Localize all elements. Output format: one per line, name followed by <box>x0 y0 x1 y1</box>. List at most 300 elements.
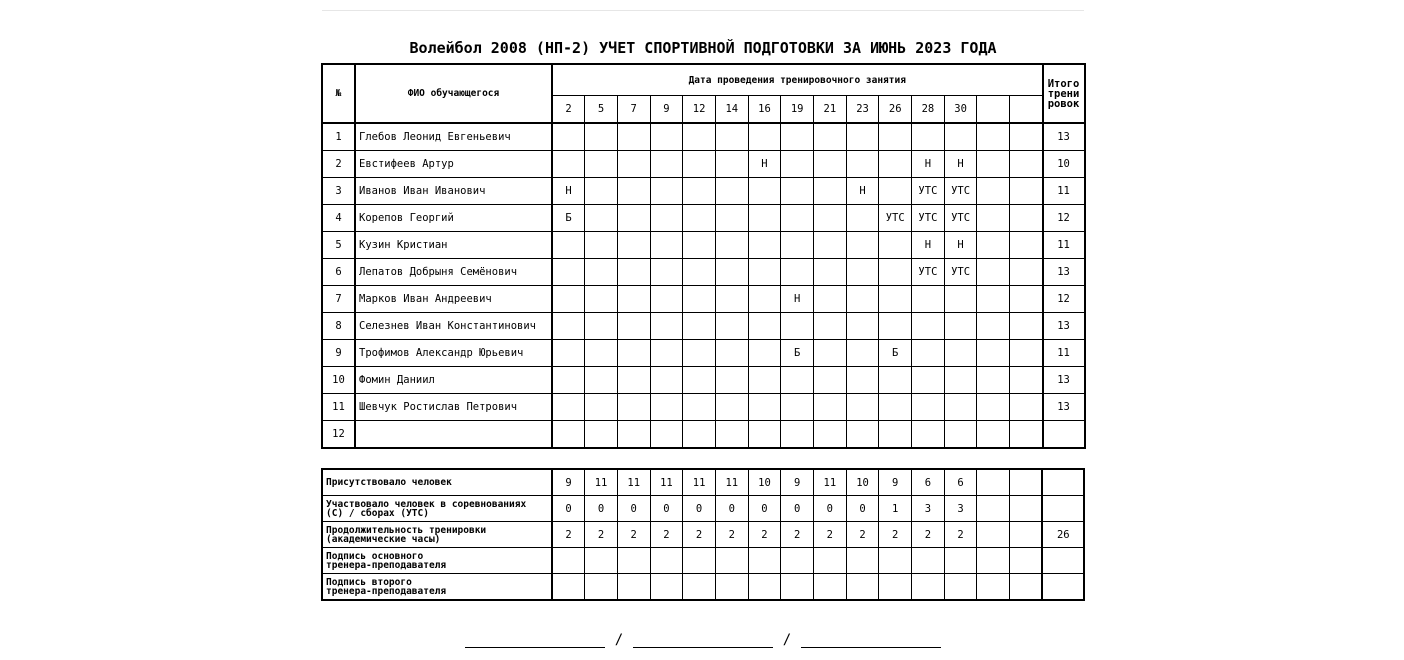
student-name: Фомин Даниил <box>355 367 552 394</box>
summary-value <box>683 548 716 574</box>
attendance-mark: Н <box>781 286 814 313</box>
summary-label-line: (академические часы) <box>326 533 441 545</box>
attendance-mark <box>1010 151 1043 178</box>
summary-value <box>585 548 618 574</box>
summary-table <box>321 468 1085 601</box>
attendance-mark <box>1010 123 1043 151</box>
attendance-mark <box>650 123 683 151</box>
attendance-mark <box>879 178 912 205</box>
attendance-mark <box>683 259 716 286</box>
attendance-mark <box>715 313 748 340</box>
summary-value <box>944 574 977 601</box>
student-name <box>355 421 552 449</box>
attendance-mark <box>1010 394 1043 421</box>
attendance-mark <box>1010 178 1043 205</box>
summary-value <box>977 522 1010 548</box>
attendance-mark <box>715 421 748 449</box>
attendance-mark <box>814 123 847 151</box>
attendance-mark <box>846 205 879 232</box>
attendance-mark <box>617 394 650 421</box>
student-name: Иванов Иван Иванович <box>355 178 552 205</box>
attendance-mark <box>585 286 618 313</box>
summary-value: 2 <box>944 522 977 548</box>
attendance-mark <box>617 340 650 367</box>
attendance-mark <box>748 340 781 367</box>
summary-value: 2 <box>781 522 814 548</box>
summary-value: 0 <box>552 496 585 522</box>
summary-label <box>322 522 552 548</box>
date-cell: 23 <box>846 96 879 124</box>
date-cell: 26 <box>879 96 912 124</box>
header-total-line: трени <box>1047 87 1080 100</box>
attendance-mark <box>650 232 683 259</box>
summary-label-line: (С) / сборах (УТС) <box>326 507 429 519</box>
student-row <box>322 205 1085 232</box>
attendance-mark <box>748 313 781 340</box>
summary-value: 6 <box>944 469 977 496</box>
date-cell: 9 <box>650 96 683 124</box>
attendance-mark <box>715 340 748 367</box>
attendance-mark <box>977 313 1010 340</box>
attendance-mark <box>552 421 585 449</box>
summary-value <box>1010 522 1043 548</box>
attendance-mark <box>683 178 716 205</box>
date-cell: 14 <box>715 96 748 124</box>
attendance-mark <box>781 123 814 151</box>
summary-value <box>781 548 814 574</box>
attendance-mark <box>977 367 1010 394</box>
attendance-mark <box>781 313 814 340</box>
attendance-mark <box>715 232 748 259</box>
summary-value: 2 <box>846 522 879 548</box>
summary-value <box>814 548 847 574</box>
student-row <box>322 232 1085 259</box>
attendance-mark <box>879 232 912 259</box>
attendance-mark: Н <box>912 232 945 259</box>
summary-value: 2 <box>748 522 781 548</box>
attendance-mark <box>977 340 1010 367</box>
attendance-mark <box>650 205 683 232</box>
attendance-mark <box>683 367 716 394</box>
attendance-mark <box>585 313 618 340</box>
attendance-mark <box>977 394 1010 421</box>
attendance-mark <box>814 259 847 286</box>
summary-value <box>585 574 618 601</box>
summary-value: 9 <box>552 469 585 496</box>
summary-label <box>322 548 552 574</box>
attendance-mark <box>748 421 781 449</box>
student-num: 1 <box>322 123 355 151</box>
attendance-mark: УТС <box>944 178 977 205</box>
signature-separator: / <box>614 632 624 648</box>
student-total: 13 <box>1043 313 1085 340</box>
attendance-mark <box>715 286 748 313</box>
attendance-mark <box>879 286 912 313</box>
summary-value: 2 <box>617 522 650 548</box>
attendance-mark: Б <box>879 340 912 367</box>
summary-value: 9 <box>879 469 912 496</box>
student-name: Шевчук Ростислав Петрович <box>355 394 552 421</box>
date-cell: 30 <box>944 96 977 124</box>
attendance-mark <box>814 232 847 259</box>
summary-value: 2 <box>552 522 585 548</box>
student-total: 13 <box>1043 259 1085 286</box>
attendance-mark <box>977 205 1010 232</box>
attendance-mark <box>715 123 748 151</box>
attendance-mark <box>781 205 814 232</box>
attendance-mark <box>944 123 977 151</box>
attendance-mark <box>748 394 781 421</box>
attendance-mark <box>748 367 781 394</box>
attendance-mark <box>814 313 847 340</box>
attendance-mark <box>683 421 716 449</box>
summary-value <box>1010 469 1043 496</box>
summary-value: 0 <box>814 496 847 522</box>
attendance-mark <box>814 367 847 394</box>
attendance-mark <box>846 232 879 259</box>
summary-label <box>322 469 552 496</box>
attendance-mark: Б <box>781 340 814 367</box>
attendance-mark <box>1010 205 1043 232</box>
student-num: 11 <box>322 394 355 421</box>
attendance-mark <box>846 259 879 286</box>
summary-label-line: Продолжительность тренировки <box>326 524 487 536</box>
attendance-mark <box>683 151 716 178</box>
attendance-mark <box>650 421 683 449</box>
attendance-mark <box>977 151 1010 178</box>
header-total-line: Итого <box>1047 77 1080 90</box>
attendance-mark <box>944 367 977 394</box>
summary-value: 11 <box>650 469 683 496</box>
signature-line <box>465 635 605 648</box>
summary-value: 3 <box>944 496 977 522</box>
attendance-mark <box>846 421 879 449</box>
attendance-mark <box>617 205 650 232</box>
attendance-mark <box>748 232 781 259</box>
attendance-mark <box>846 340 879 367</box>
attendance-mark <box>1010 421 1043 449</box>
summary-value: 11 <box>715 469 748 496</box>
attendance-mark <box>650 367 683 394</box>
attendance-mark: УТС <box>912 205 945 232</box>
attendance-mark <box>781 232 814 259</box>
summary-label <box>322 574 552 601</box>
summary-value <box>1010 574 1043 601</box>
summary-value <box>846 574 879 601</box>
summary-value: 0 <box>617 496 650 522</box>
attendance-mark <box>1010 232 1043 259</box>
summary-value: 0 <box>585 496 618 522</box>
summary-value <box>552 548 585 574</box>
attendance-mark <box>977 178 1010 205</box>
student-total <box>1043 421 1085 449</box>
summary-value: 0 <box>846 496 879 522</box>
date-cell: 16 <box>748 96 781 124</box>
signature-lines <box>465 632 941 648</box>
attendance-mark <box>846 313 879 340</box>
student-row <box>322 394 1085 421</box>
attendance-mark <box>879 151 912 178</box>
attendance-mark <box>683 205 716 232</box>
attendance-mark <box>944 421 977 449</box>
summary-value <box>748 548 781 574</box>
attendance-mark <box>748 259 781 286</box>
attendance-mark <box>617 259 650 286</box>
header-row <box>322 64 1085 96</box>
summary-value: 3 <box>912 496 945 522</box>
student-total: 13 <box>1043 394 1085 421</box>
summary-label-line: Подпись второго <box>326 576 412 588</box>
attendance-mark <box>1010 259 1043 286</box>
student-num: 5 <box>322 232 355 259</box>
document-title: Волейбол 2008 (НП-2) УЧЕТ СПОРТИВНОЙ ПОДГОТОВКИ ЗА ИЮНЬ 2023 ГОДА <box>409 39 997 57</box>
summary-value: 9 <box>781 469 814 496</box>
attendance-mark <box>585 394 618 421</box>
attendance-mark <box>879 259 912 286</box>
attendance-mark <box>748 286 781 313</box>
summary-row <box>322 496 1084 522</box>
attendance-mark <box>715 205 748 232</box>
attendance-mark <box>683 232 716 259</box>
summary-value: 6 <box>912 469 945 496</box>
student-num: 4 <box>322 205 355 232</box>
attendance-mark: Н <box>912 151 945 178</box>
summary-value: 0 <box>683 496 716 522</box>
attendance-mark <box>650 286 683 313</box>
attendance-mark <box>748 205 781 232</box>
signature-line <box>801 635 941 648</box>
summary-value <box>650 548 683 574</box>
attendance-mark <box>617 123 650 151</box>
attendance-mark <box>912 340 945 367</box>
attendance-mark <box>683 340 716 367</box>
attendance-mark: УТС <box>944 205 977 232</box>
attendance-mark <box>1010 340 1043 367</box>
attendance-mark <box>1010 313 1043 340</box>
date-cell: 21 <box>814 96 847 124</box>
student-total: 11 <box>1043 232 1085 259</box>
attendance-mark <box>585 151 618 178</box>
attendance-mark <box>912 367 945 394</box>
attendance-mark <box>814 394 847 421</box>
attendance-mark <box>879 123 912 151</box>
date-cell <box>1010 96 1043 124</box>
attendance-mark <box>912 394 945 421</box>
attendance-mark: УТС <box>879 205 912 232</box>
signature-separator: / <box>782 632 792 648</box>
summary-value <box>977 574 1010 601</box>
attendance-mark <box>585 178 618 205</box>
summary-value: 10 <box>748 469 781 496</box>
attendance-mark <box>617 232 650 259</box>
attendance-mark <box>650 340 683 367</box>
attendance-mark <box>683 313 716 340</box>
summary-value <box>715 574 748 601</box>
attendance-mark <box>879 367 912 394</box>
attendance-mark <box>1010 367 1043 394</box>
attendance-mark <box>552 313 585 340</box>
attendance-mark <box>977 232 1010 259</box>
attendance-mark <box>912 123 945 151</box>
summary-value: 2 <box>683 522 716 548</box>
summary-total: 26 <box>1042 522 1084 548</box>
attendance-mark <box>617 367 650 394</box>
student-num: 9 <box>322 340 355 367</box>
attendance-mark <box>585 123 618 151</box>
summary-value: 10 <box>846 469 879 496</box>
attendance-mark <box>617 313 650 340</box>
summary-value: 0 <box>715 496 748 522</box>
summary-value <box>977 496 1010 522</box>
student-num: 10 <box>322 367 355 394</box>
student-total: 11 <box>1043 340 1085 367</box>
summary-value: 2 <box>650 522 683 548</box>
summary-value <box>781 574 814 601</box>
attendance-mark <box>585 421 618 449</box>
summary-value <box>977 548 1010 574</box>
attendance-mark <box>814 205 847 232</box>
attendance-mark <box>977 123 1010 151</box>
attendance-mark <box>814 340 847 367</box>
attendance-mark <box>944 286 977 313</box>
summary-value: 0 <box>781 496 814 522</box>
attendance-mark <box>781 394 814 421</box>
attendance-mark <box>585 259 618 286</box>
header-dates: Дата проведения тренировочного занятия <box>552 64 1043 96</box>
summary-total <box>1042 469 1084 496</box>
summary-label-line: Подпись основного <box>326 550 424 562</box>
attendance-mark <box>879 421 912 449</box>
summary-label-line: тренера-преподавателя <box>326 559 447 571</box>
attendance-table <box>321 63 1086 449</box>
summary-value <box>879 548 912 574</box>
attendance-mark <box>977 286 1010 313</box>
student-num: 12 <box>322 421 355 449</box>
attendance-mark <box>977 421 1010 449</box>
attendance-mark <box>585 205 618 232</box>
attendance-mark <box>846 394 879 421</box>
summary-value: 0 <box>748 496 781 522</box>
attendance-mark <box>715 367 748 394</box>
attendance-mark <box>748 178 781 205</box>
student-name: Лепатов Добрыня Семёнович <box>355 259 552 286</box>
summary-label-line: Участвовало человек в соревнованиях <box>326 498 527 510</box>
summary-value: 2 <box>715 522 748 548</box>
attendance-mark <box>846 123 879 151</box>
attendance-mark <box>650 394 683 421</box>
student-name: Глебов Леонид Евгеньевич <box>355 123 552 151</box>
attendance-mark <box>879 394 912 421</box>
date-cell: 12 <box>683 96 716 124</box>
attendance-mark <box>585 367 618 394</box>
attendance-mark: УТС <box>912 259 945 286</box>
summary-value <box>715 548 748 574</box>
summary-value <box>650 574 683 601</box>
attendance-mark <box>650 259 683 286</box>
summary-value <box>944 548 977 574</box>
student-total: 13 <box>1043 123 1085 151</box>
summary-total <box>1042 548 1084 574</box>
attendance-mark: Н <box>944 232 977 259</box>
summary-value <box>879 574 912 601</box>
student-num: 3 <box>322 178 355 205</box>
summary-label-line: Присутствовало человек <box>326 477 452 488</box>
attendance-mark <box>977 259 1010 286</box>
summary-value: 0 <box>650 496 683 522</box>
student-total: 12 <box>1043 205 1085 232</box>
summary-value: 1 <box>879 496 912 522</box>
student-total: 13 <box>1043 367 1085 394</box>
header-name: ФИО обучающегося <box>355 64 552 123</box>
attendance-mark <box>715 151 748 178</box>
attendance-mark <box>1010 286 1043 313</box>
student-row <box>322 313 1085 340</box>
attendance-mark <box>846 367 879 394</box>
attendance-mark <box>748 123 781 151</box>
attendance-mark <box>846 286 879 313</box>
summary-value: 2 <box>814 522 847 548</box>
attendance-mark <box>617 286 650 313</box>
student-row <box>322 421 1085 449</box>
summary-value <box>1010 496 1043 522</box>
student-row <box>322 286 1085 313</box>
attendance-mark: Б <box>552 205 585 232</box>
summary-row <box>322 522 1084 548</box>
attendance-mark <box>683 123 716 151</box>
student-name: Евстифеев Артур <box>355 151 552 178</box>
attendance-mark <box>781 421 814 449</box>
summary-value <box>683 574 716 601</box>
summary-value <box>748 574 781 601</box>
attendance-mark <box>650 178 683 205</box>
attendance-mark <box>781 367 814 394</box>
date-cell: 7 <box>617 96 650 124</box>
student-name: Трофимов Александр Юрьевич <box>355 340 552 367</box>
summary-value: 11 <box>617 469 650 496</box>
attendance-mark <box>552 123 585 151</box>
attendance-mark <box>552 394 585 421</box>
summary-value <box>912 548 945 574</box>
attendance-mark <box>552 259 585 286</box>
attendance-mark <box>617 178 650 205</box>
attendance-mark <box>814 286 847 313</box>
summary-total <box>1042 574 1084 601</box>
summary-value <box>617 574 650 601</box>
student-name: Кузин Кристиан <box>355 232 552 259</box>
summary-value <box>617 548 650 574</box>
attendance-mark <box>912 421 945 449</box>
student-num: 6 <box>322 259 355 286</box>
student-row <box>322 367 1085 394</box>
summary-value: 11 <box>585 469 618 496</box>
student-total: 12 <box>1043 286 1085 313</box>
top-divider <box>322 10 1084 11</box>
header-total <box>1043 64 1085 123</box>
attendance-mark: Н <box>748 151 781 178</box>
attendance-mark <box>814 151 847 178</box>
student-row <box>322 123 1085 151</box>
attendance-mark: Н <box>944 151 977 178</box>
attendance-mark <box>781 259 814 286</box>
attendance-mark <box>552 367 585 394</box>
attendance-mark <box>715 259 748 286</box>
header-num: № <box>322 64 355 123</box>
summary-value <box>552 574 585 601</box>
summary-label <box>322 496 552 522</box>
header-total-line: ровок <box>1047 97 1080 110</box>
attendance-mark <box>552 286 585 313</box>
attendance-mark <box>814 178 847 205</box>
